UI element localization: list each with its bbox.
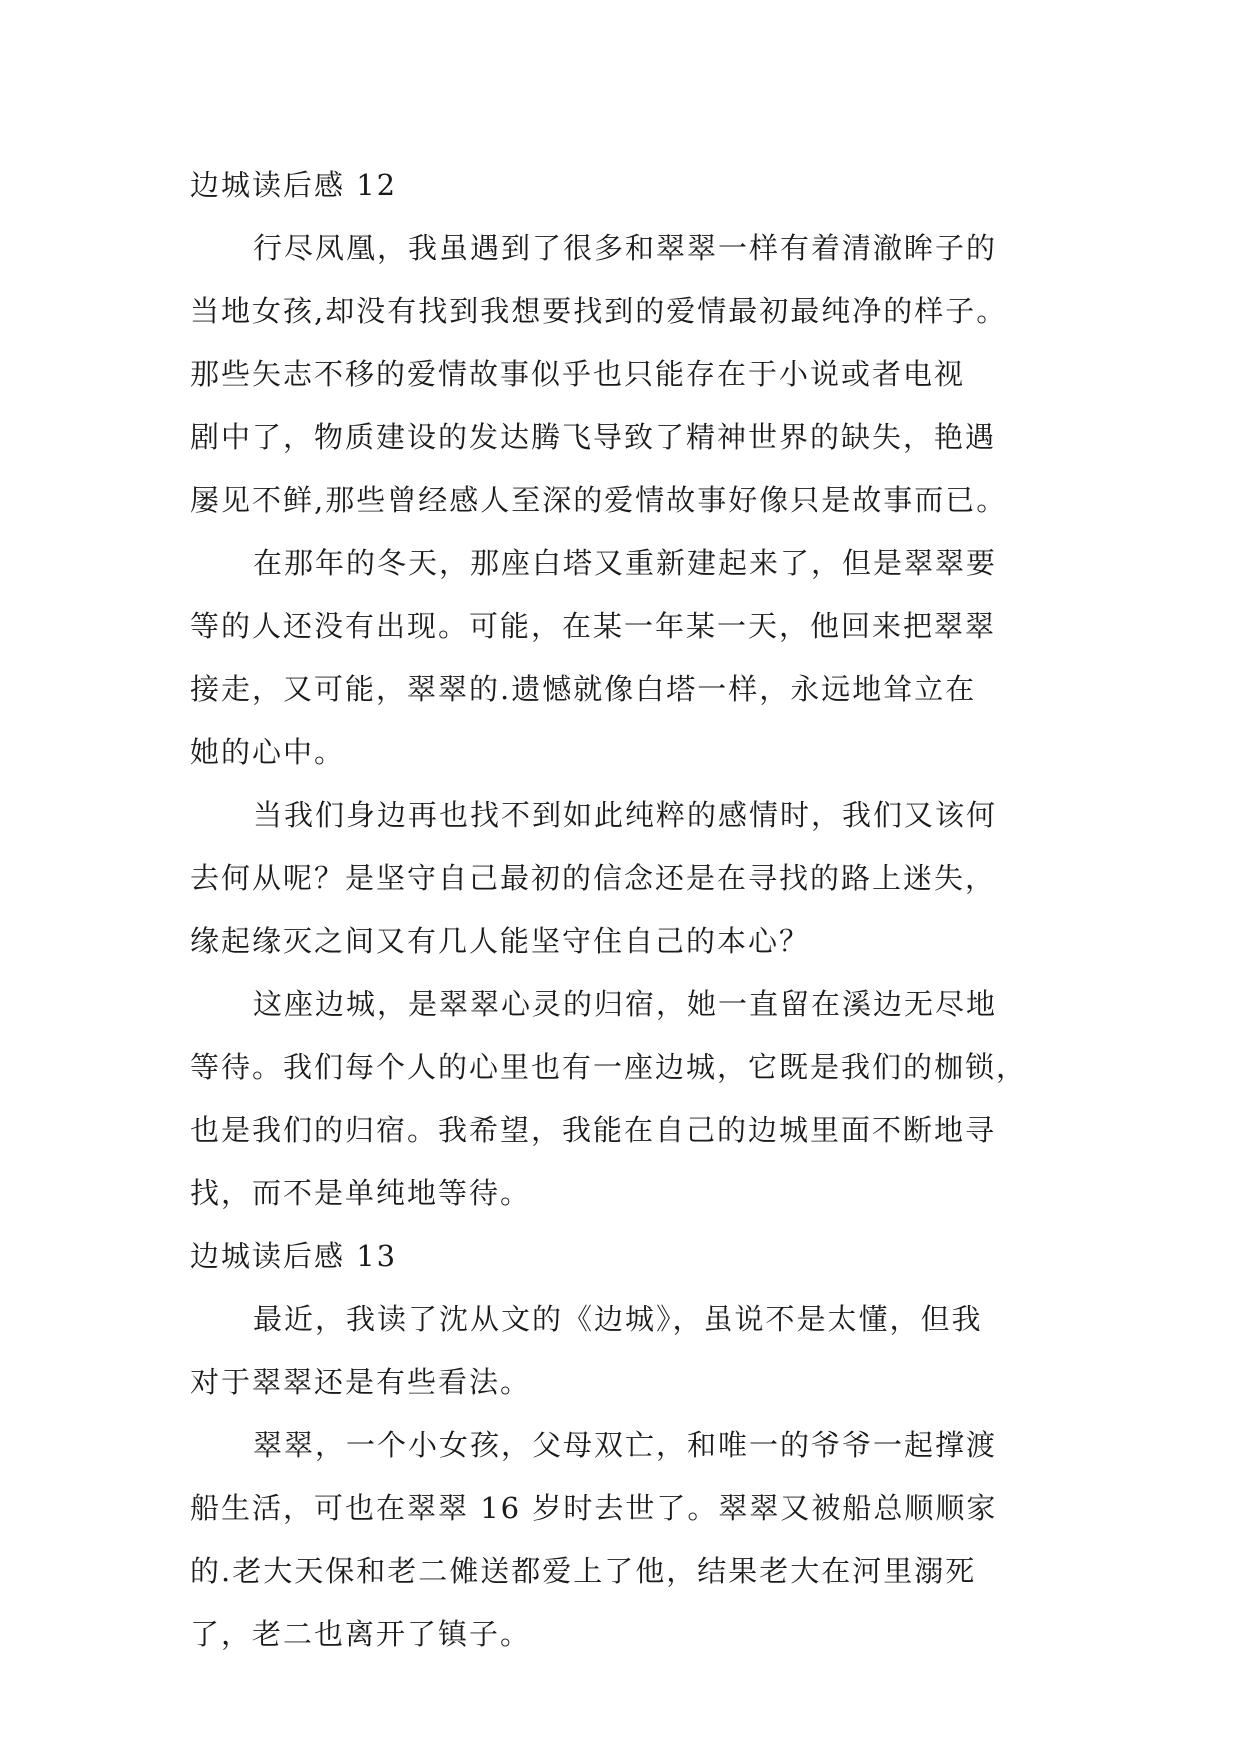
paragraph-line: 对于翠翠还是有些看法。 [190, 1365, 532, 1399]
paragraph-line: 她的心中。 [190, 735, 346, 769]
paragraph-line: 接走，又可能，翠翠的.遗憾就像白塔一样，永远地耸立在 [190, 672, 977, 706]
paragraph-line: 缘起缘灭之间又有几人能坚守住自己的本心？ [190, 924, 811, 958]
paragraph-line: 当地女孩,却没有找到我想要找到的爱情最初最纯净的样子。 [190, 294, 1008, 328]
paragraph-line: 这座边城，是翠翠心灵的归宿，她一直留在溪边无尽地 [253, 987, 998, 1021]
section-heading: 边城读后感 12 [190, 168, 398, 202]
paragraph-line: 的.老大天保和老二傩送都爱上了他，结果老大在河里溺死 [190, 1554, 977, 1588]
paragraph-line: 船生活，可也在翠翠 16 岁时去世了。翠翠又被船总顺顺家 [190, 1491, 998, 1525]
paragraph-line: 那些矢志不移的爱情故事似乎也只能存在于小说或者电视 [190, 357, 966, 391]
paragraph-line: 行尽凤凰，我虽遇到了很多和翠翠一样有着清澈眸子的 [253, 231, 998, 265]
paragraph-line: 屡见不鲜,那些曾经感人至深的爱情故事好像只是故事而已。 [190, 483, 1008, 517]
paragraph-line: 了，老二也离开了镇子。 [190, 1617, 532, 1651]
paragraph-line: 等待。我们每个人的心里也有一座边城，它既是我们的枷锁， [190, 1050, 1028, 1084]
paragraph-line: 最近，我读了沈从文的《边城》，虽说不是太懂，但我 [253, 1302, 983, 1336]
paragraph-line: 当我们身边再也找不到如此纯粹的感情时，我们又该何 [253, 798, 998, 832]
paragraph-line: 剧中了，物质建设的发达腾飞导致了精神世界的缺失，艳遇 [190, 420, 997, 454]
paragraph-line: 翠翠，一个小女孩，父母双亡，和唯一的爷爷一起撑渡 [253, 1428, 998, 1462]
paragraph-line: 等的人还没有出现。可能，在某一年某一天，他回来把翠翠 [190, 609, 997, 643]
section-heading: 边城读后感 13 [190, 1239, 398, 1273]
paragraph-line: 去何从呢？是坚守自己最初的信念还是在寻找的路上迷失， [190, 861, 997, 895]
paragraph-line: 也是我们的归宿。我希望，我能在自己的边城里面不断地寻 [190, 1113, 997, 1147]
paragraph-line: 找，而不是单纯地等待。 [190, 1176, 532, 1210]
paragraph-line: 在那年的冬天，那座白塔又重新建起来了，但是翠翠要 [253, 546, 998, 580]
